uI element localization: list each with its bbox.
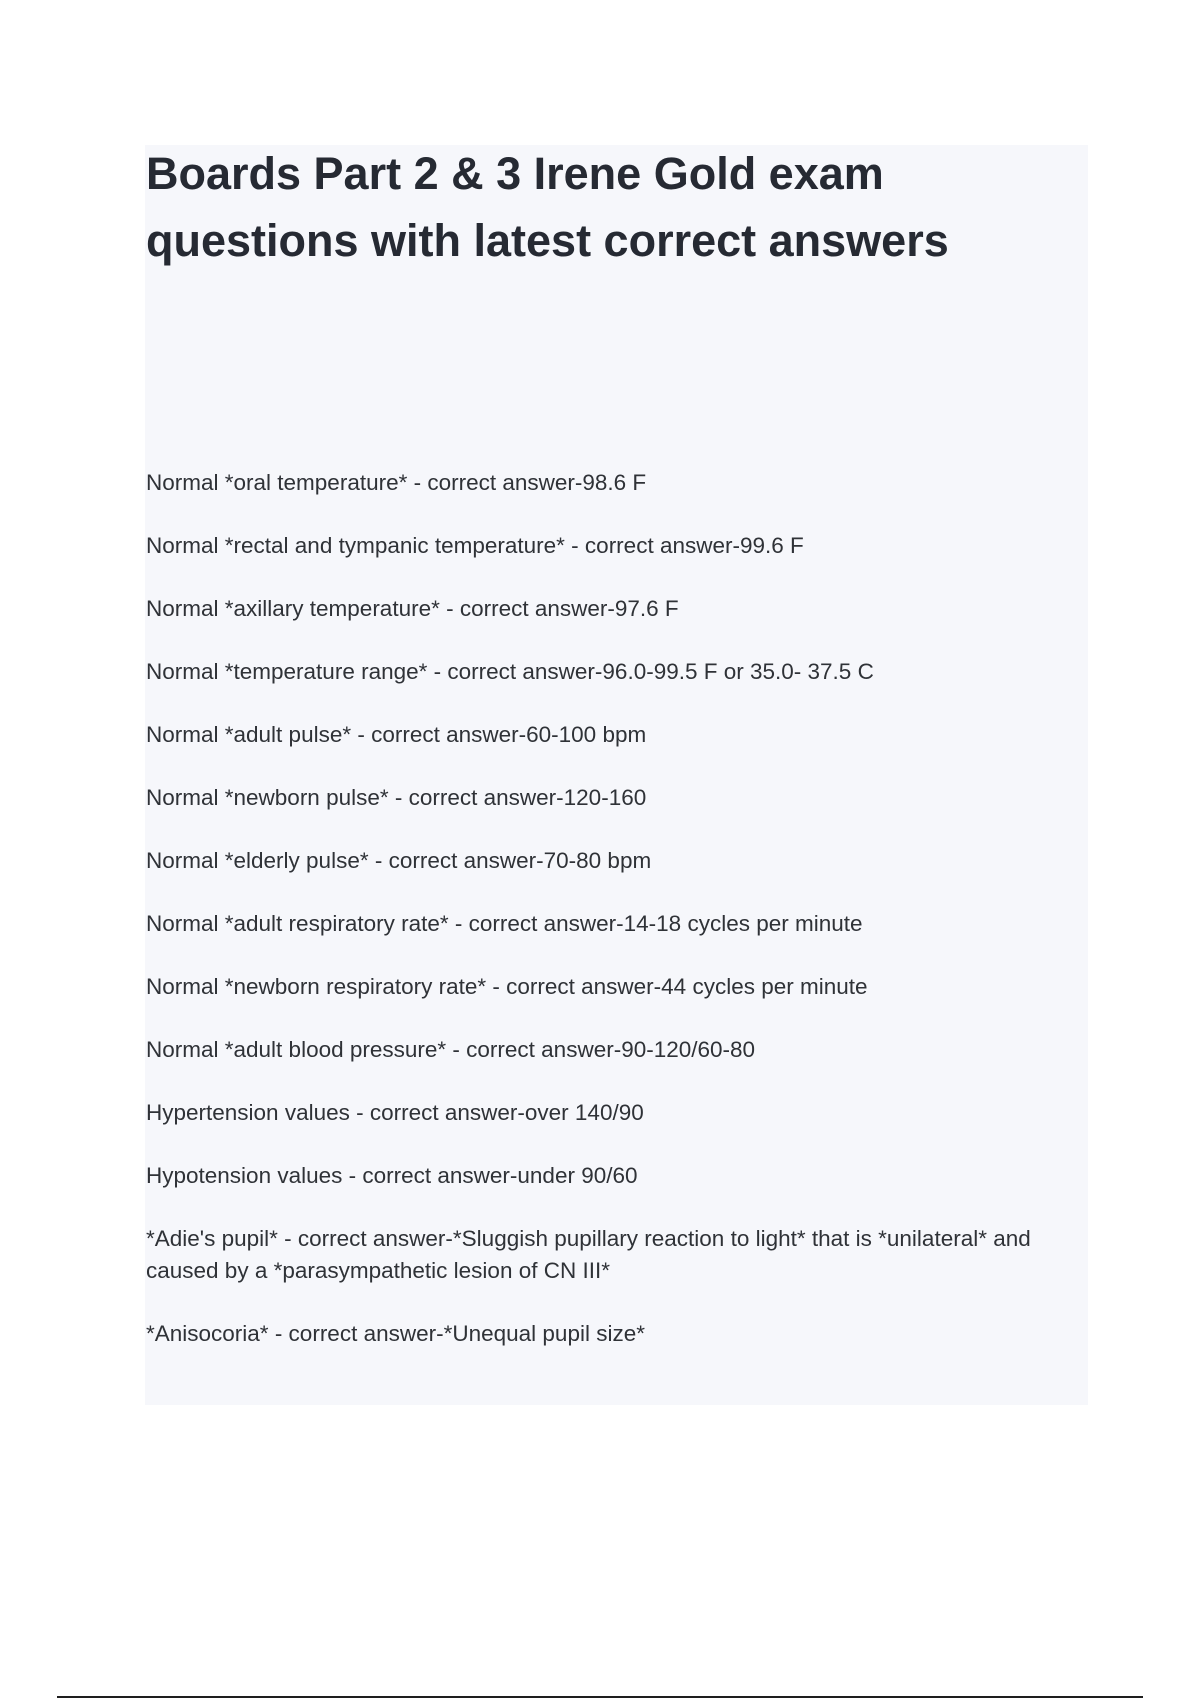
qa-item-adult-blood-pressure: Normal *adult blood pressure* - correct answer-90-120/60-80 <box>146 1037 756 1062</box>
qa-item-anisocoria: *Anisocoria* - correct answer-*Unequal pupil size* <box>146 1321 645 1346</box>
qa-item-temperature-range: Normal *temperature range* - correct answer-96.0-99.5 F or 35.0- 37.5 C <box>146 659 874 684</box>
qa-item-adult-pulse: Normal *adult pulse* - correct answer-60-100 bpm <box>146 722 647 747</box>
qa-item-oral-temperature: Normal *oral temperature* - correct answer-98.6 F <box>146 470 647 495</box>
qa-item-hypotension-values: Hypotension values - correct answer-under 90/60 <box>146 1163 638 1188</box>
qa-item-adult-respiratory-rate: Normal *adult respiratory rate* - correct answer-14-18 cycles per minute <box>146 911 863 936</box>
qa-item-axillary-temperature: Normal *axillary temperature* - correct answer-97.6 F <box>146 596 679 621</box>
qa-item-rectal-tympanic-temperature: Normal *rectal and tympanic temperature* - correct answer-99.6 F <box>146 533 804 558</box>
qa-item-newborn-respiratory-rate: Normal *newborn respiratory rate* - correct answer-44 cycles per minute <box>146 974 868 999</box>
qa-list <box>146 467 1066 1381</box>
page-bottom-rule <box>57 1696 1143 1698</box>
qa-item-adies-pupil: *Adie's pupil* - correct answer-*Sluggish pupillary reaction to light* that is *unilateral* and caused by a *parasympathetic lesion of CN III* <box>146 1226 1031 1283</box>
document-title: Boards Part 2 & 3 Irene Gold exam questions with latest correct answers <box>146 148 949 266</box>
qa-item-elderly-pulse: Normal *elderly pulse* - correct answer-70-80 bpm <box>146 848 652 873</box>
qa-item-newborn-pulse: Normal *newborn pulse* - correct answer-120-160 <box>146 785 647 810</box>
qa-item-hypertension-values: Hypertension values - correct answer-over 140/90 <box>146 1100 644 1125</box>
